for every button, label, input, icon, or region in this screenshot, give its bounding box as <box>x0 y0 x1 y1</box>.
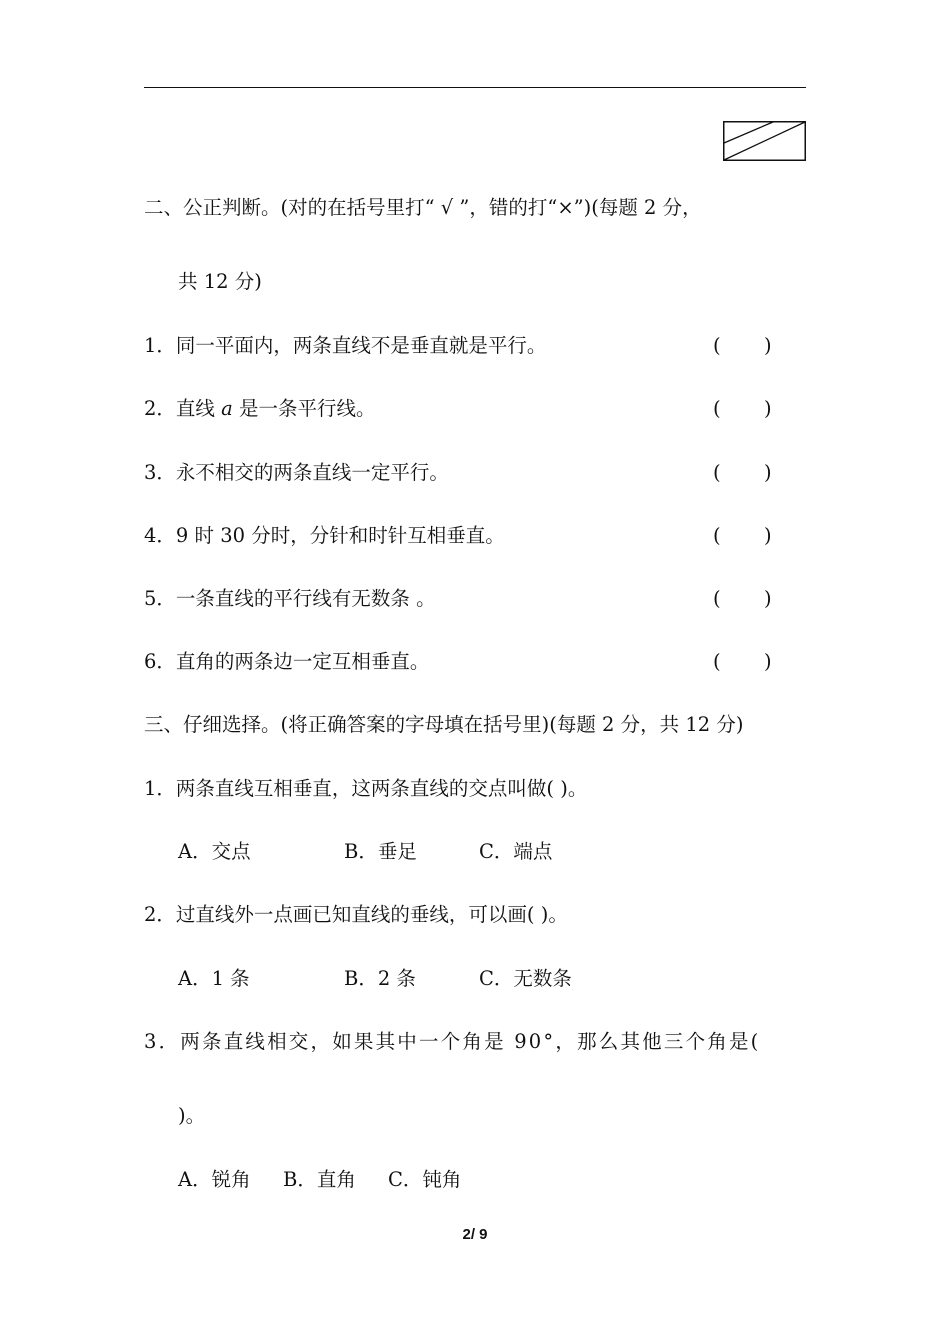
item-number: 3． <box>144 461 176 484</box>
judge-item-5 <box>144 584 436 614</box>
item-text: 一条直线的平行线有无数条 。 <box>175 587 436 610</box>
q1-option-b[interactable]: B．垂足 <box>344 840 417 863</box>
section2-title-line2: 共 12 分) <box>178 270 262 293</box>
score-box <box>723 121 806 161</box>
answer-paren-6[interactable]: ( ) <box>713 650 772 673</box>
answer-paren-5[interactable]: ( ) <box>713 587 772 610</box>
judge-item-3 <box>144 458 449 488</box>
section3-title: 三、仔细选择。(将正确答案的字母填在括号里)(每题 2 分，共 12 分) <box>144 713 744 736</box>
answer-paren-1[interactable]: ( ) <box>713 334 772 357</box>
item-number: 2． <box>144 397 176 420</box>
answer-paren-4[interactable]: ( ) <box>713 524 772 547</box>
item-text-pre: 直线 <box>175 397 222 420</box>
q2-option-a[interactable]: A．1 条 <box>178 967 250 990</box>
choice-question-3-line2: )。 <box>178 1104 206 1127</box>
q3-option-c[interactable]: C．钝角 <box>388 1168 462 1191</box>
q2-option-c[interactable]: C．无数条 <box>479 967 572 990</box>
item-text: 9 时 30 分时，分针和时针互相垂直。 <box>175 524 505 547</box>
answer-paren-2[interactable]: ( ) <box>713 397 772 420</box>
judge-item-1 <box>144 331 546 361</box>
item-number: 4． <box>144 524 176 547</box>
item-number: 1． <box>144 334 176 357</box>
q1-option-a[interactable]: A．交点 <box>178 840 251 863</box>
item-text: 直角的两条边一定互相垂直。 <box>175 650 430 673</box>
q3-option-a[interactable]: A．锐角 <box>178 1168 251 1191</box>
q1-option-c[interactable]: C．端点 <box>479 840 553 863</box>
judge-item-4 <box>144 521 505 551</box>
item-variable: a <box>221 397 233 420</box>
answer-paren-3[interactable]: ( ) <box>713 461 772 484</box>
item-text: 同一平面内，两条直线不是垂直就是平行。 <box>175 334 547 357</box>
header-rule <box>144 87 806 88</box>
q2-option-b[interactable]: B．2 条 <box>344 967 416 990</box>
choice-question-1: 1．两条直线互相垂直，这两条直线的交点叫做( )。 <box>144 777 588 800</box>
item-text: 永不相交的两条直线一定平行。 <box>175 461 449 484</box>
choice-question-2: 2．过直线外一点画已知直线的垂线，可以画( )。 <box>144 903 568 926</box>
q3-option-b[interactable]: B．直角 <box>283 1168 356 1191</box>
judge-item-6 <box>144 647 429 677</box>
judge-item-2 <box>144 394 375 424</box>
choice-question-3-line1: 3．两条直线相交，如果其中一个角是 90°，那么其他三个角是( <box>144 1030 761 1053</box>
item-number: 6． <box>144 650 176 673</box>
item-text-post: 是一条平行线。 <box>232 397 376 420</box>
page-number: 2/ 9 <box>462 1226 488 1243</box>
section2-title-line1: 二、公正判断。(对的在括号里打“ √ ”，错的打“×”)(每题 2 分， <box>144 196 702 219</box>
item-number: 5． <box>144 587 176 610</box>
